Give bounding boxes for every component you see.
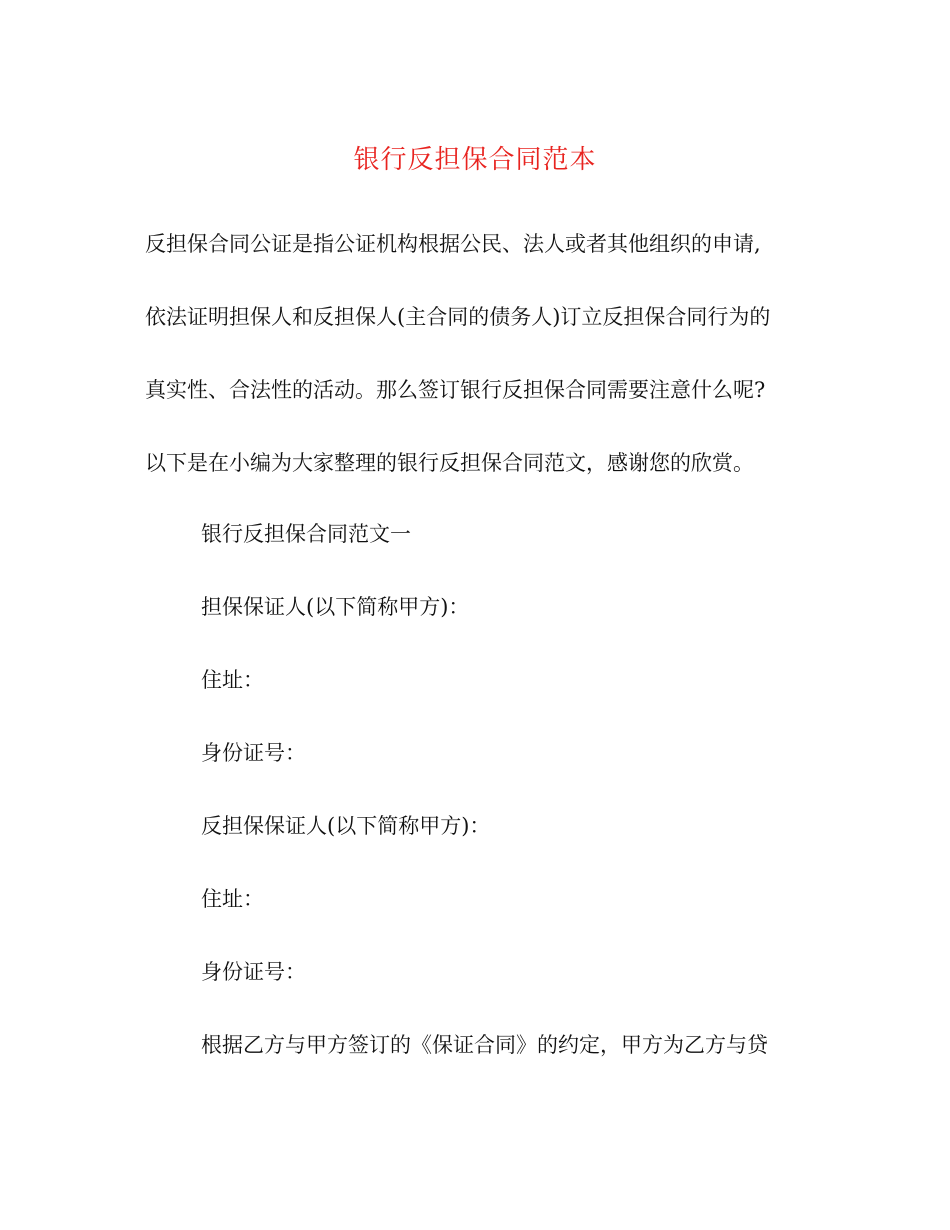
intro-line-1: 反担保合同公证是指公证机构根据公民、法人或者其他组织的申请, bbox=[145, 232, 761, 256]
address-field-1: 住址： bbox=[201, 668, 264, 692]
id-number-field-1: 身份证号： bbox=[201, 741, 306, 765]
intro-line-4: 以下是在小编为大家整理的银行反担保合同范文，感谢您的欣赏。 bbox=[145, 451, 754, 475]
address-field-2: 住址： bbox=[201, 887, 264, 911]
body-paragraph-line: 根据乙方与甲方签订的《保证合同》的约定，甲方为乙方与贷 bbox=[201, 1033, 768, 1057]
section-heading: 银行反担保合同范文一 bbox=[201, 522, 411, 546]
guarantor-field: 担保保证人(以下简称甲方)： bbox=[201, 595, 470, 619]
intro-line-3: 真实性、合法性的活动。那么签订银行反担保合同需要注意什么呢? bbox=[145, 378, 766, 402]
document-title: 银行反担保合同范本 bbox=[353, 145, 597, 175]
intro-line-2: 依法证明担保人和反担保人(主合同的债务人)订立反担保合同行为的 bbox=[145, 305, 771, 329]
counter-guarantor-field: 反担保保证人(以下简称甲方)： bbox=[201, 814, 491, 838]
id-number-field-2: 身份证号： bbox=[201, 960, 306, 984]
